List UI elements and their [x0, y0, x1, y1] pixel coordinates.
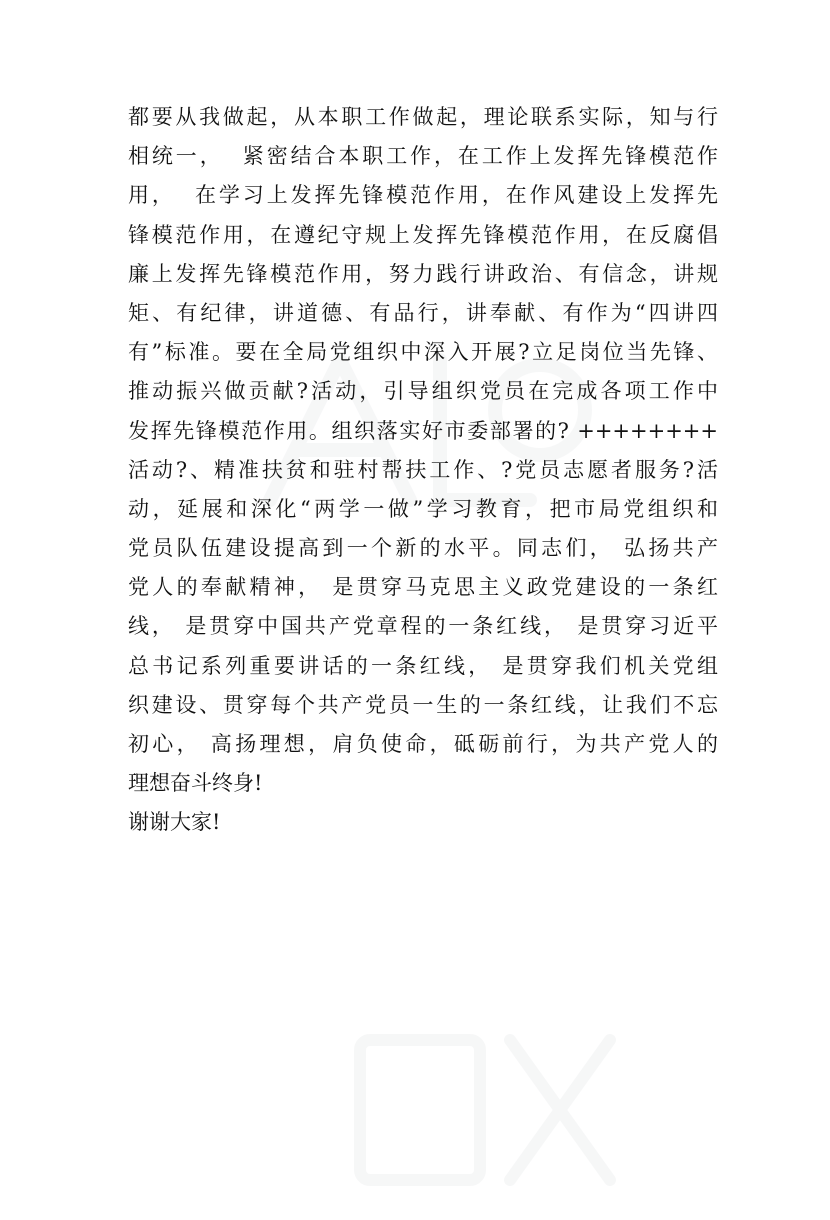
text-line: 活动?、精准扶贫和驻村帮扶工作、?党员志愿者服务?活 [128, 457, 718, 482]
closing-line: 谢谢大家! [128, 810, 221, 835]
text-line: 推动振兴做贡献?活动，引导组织党员在完成各项工作中 [128, 379, 718, 404]
body-text [128, 98, 718, 843]
text-line: 线， 是贯穿中国共产党章程的一条红线， 是贯穿习近平 [128, 614, 718, 639]
text-line: 廉上发挥先锋模范作用，努力践行讲政治、有信念，讲规 [128, 261, 718, 286]
text-line-final: 理想奋斗终身! [128, 771, 263, 796]
watermark-logo-lower [330, 1000, 650, 1220]
text-line: 有”标准。要在全局党组织中深入开展?立足岗位当先锋、 [128, 340, 718, 365]
text-line: 党人的奉献精神， 是贯穿马克思主义政党建设的一条红 [128, 575, 718, 600]
text-line: 初心， 高扬理想，肩负使命，砥砺前行，为共产党人的 [128, 732, 718, 756]
text-line: 矩、有纪律，讲道德、有品行，讲奉献、有作为“四讲四 [128, 300, 718, 325]
text-line: 动，延展和深化“两学一做”学习教育，把市局党组织和 [128, 496, 718, 521]
text-line: 发挥先锋模范作用。组织落实好市委部署的? ++++++++ [128, 418, 718, 443]
text-line: 都要从我做起，从本职工作做起，理论联系实际，知与行 [128, 105, 718, 129]
text-line: 锋模范作用，在遵纪守规上发挥先锋模范作用，在反腐倡 [128, 222, 718, 247]
text-line: 织建设、贯穿每个共产党员一生的一条红线，让我们不忘 [128, 692, 718, 717]
text-line: 相统一， 紧密结合本职工作，在工作上发挥先锋模范作 [128, 144, 718, 169]
text-line: 总书记系列重要讲话的一条红线， 是贯穿我们机关党组 [128, 653, 718, 678]
text-line: 用， 在学习上发挥先锋模范作用，在作风建设上发挥先 [128, 183, 718, 208]
text-line: 党员队伍建设提高到一个新的水平。同志们， 弘扬共产 [128, 536, 718, 561]
